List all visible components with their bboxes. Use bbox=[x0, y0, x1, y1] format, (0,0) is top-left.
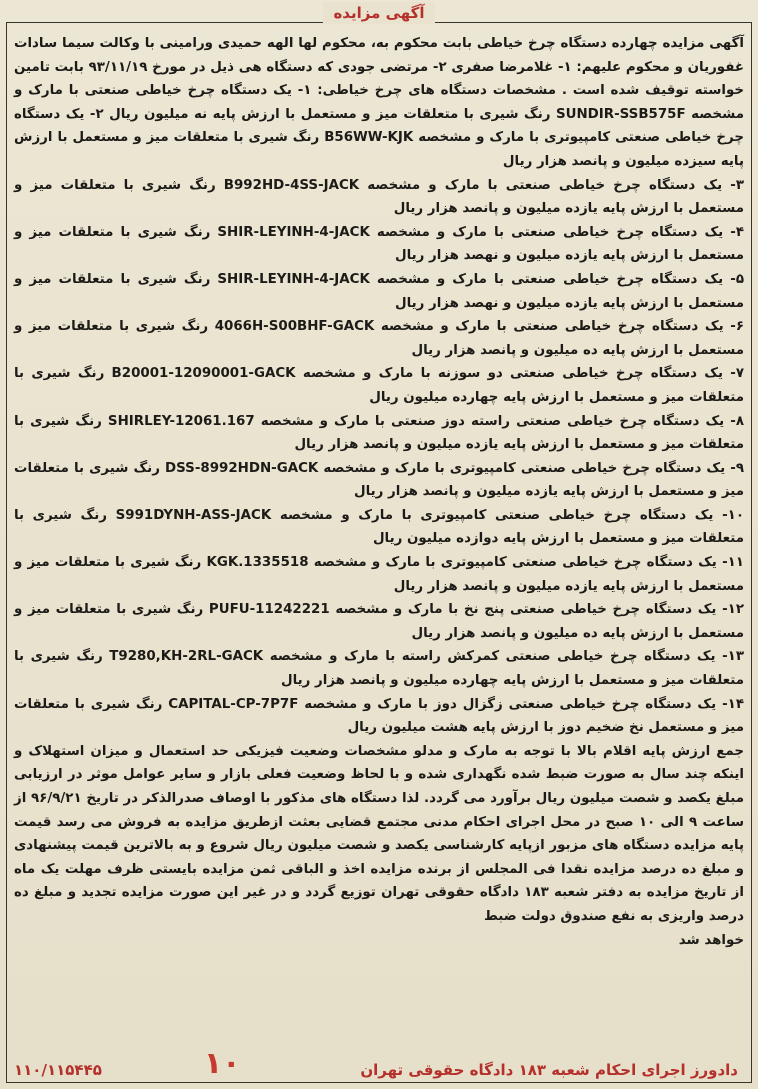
summary-paragraph: جمع ارزش پایه اقلام بالا با توجه به مارک و مدلو مشخصات وضعیت فیزیکی حد استعمال و میزان استهلاک و اینکه چند سال به صورت ضبط شده نگهداری شده و با لحاظ وضعیت فعلی بازار و سایر عوامل موثر در ارزیابی مبلغ یکصد و شصت میلیون ریال برآورد می گردد. لذا دستگاه های مذکور با اوصاف صدرالذکر در تاریخ ۹۶/۹/۲۱ از ساعت ۹ الی ۱۰ صبح در محل اجرای احکام مدنی مجتمع قضایی بعثت ازطریق مزایده به فروش می رسد قیمت پایه مزایده دستگاه های مزبور ازپایه کارشناسی یکصد و شصت میلیون ریال شروع و به بالاترین قیمت پیشنهادی و مبلغ ده درصد مزایده نقدا فی المجلس از برنده مزایده اخذ و الباقی ثمن مزایده بایستی ظرف مهلت یک ماه از تاریخ مزایده به دفتر شعبه ۱۸۳ دادگاه حقوقی تهران توزیع گردد و در غیر این صورت مزایده تجدید و مبلغ ده درصد واریزی به نفع صندوق دولت ضبط bbox=[14, 743, 745, 924]
list-item: ۹- یک دستگاه چرخ خیاطی صنعتی کامپیوتری با مارک و مشخصه DSS-8992HDN-GACK رنگ شیری با متعلقات میز و مستعمل با ارزش پایه یازده میلیون و پانصد هزار ریال bbox=[14, 460, 744, 500]
list-item: ۶- یک دستگاه چرخ خیاطی صنعتی با مارک و مشخصه 4066H-S00BHF-GACK رنگ شیری با متعلقات میز و مستعمل با ارزش پایه ده میلیون و پانصد هزار ریال bbox=[14, 319, 744, 358]
list-item: ۱۱- یک دستگاه چرخ خیاطی صنعتی کامپیوتری با مارک و مشخصه KGK.1335518 رنگ شیری با متعلقات میز و مستعمل با ارزش پایه یازده میلیون و پانصد هزار ریال bbox=[14, 555, 744, 594]
closing-text: خواهد شد bbox=[678, 932, 744, 948]
notice-footer bbox=[10, 1047, 748, 1081]
list-item: ۳- یک دستگاه چرخ خیاطی صنعتی با مارک و مشخصه B992HD-4SS-JACK رنگ شیری با متعلقات میز و مستعمل با ارزش پایه یازده میلیون و پانصد هزار ریال bbox=[14, 177, 745, 217]
reference-number: ۱۱۰/۱۱۵۴۴۵ bbox=[14, 1061, 102, 1079]
list-item: ۱۳- یک دستگاه چرخ خیاطی صنعتی کمرکش راسته با مارک و مشخصه T9280,KH-2RL-GACK رنگ شیری با متعلقات میز و مستعمل با ارزش پایه چهارده میلیون و پانصد هزار ریال bbox=[14, 649, 744, 689]
list-item: ۵- یک دستگاه چرخ خیاطی صنعتی با مارک و مشخصه SHIR-LEYINH-4-JACK رنگ شیری با متعلقات میز و مستعمل با ارزش پایه یازده میلیون و نهصد هزار ریال bbox=[14, 271, 744, 311]
list-item: ۱۴- یک دستگاه چرخ خیاطی صنعتی زگزال دوز با مارک و مشخصه CAPITAL-CP-7P7F رنگ شیری با متعلقات میز و مستعمل نخ ضخیم دوز با ارزش پایه هشت میلیون ریال bbox=[14, 696, 744, 736]
list-item: ۸- یک دستگاه چرخ خیاطی صنعتی راسته دوز صنعتی با مارک و مشخصه SHIRLEY-12061.167 رنگ شیری با متعلقات میز و مستعمل با ارزش پایه یازده میلیون و پانصد هزار ریال bbox=[14, 413, 744, 453]
signature-line: دادورز اجرای احکام شعبه ۱۸۳ دادگاه حقوقی تهران bbox=[360, 1061, 738, 1079]
notice-body bbox=[14, 32, 744, 952]
list-item: ۱۰- یک دستگاه چرخ خیاطی صنعتی کامپیوتری با مارک و مشخصه S991DYNH-ASS-JACK رنگ شیری با متعلقات میز و مستعمل با ارزش پایه دوازده میلیون ریال bbox=[14, 507, 744, 547]
stamp-number: ۱۰ bbox=[203, 1046, 241, 1081]
list-item: ۱۲- یک دستگاه چرخ خیاطی صنعتی پنج نخ با مارک و مشخصه PUFU-11242221 رنگ شیری با متعلقات میز و مستعمل با ارزش پایه ده میلیون و پانصد هزار ریال bbox=[14, 602, 744, 641]
title-wrap bbox=[0, 2, 758, 24]
notice-title: آگهی مزایده bbox=[323, 2, 434, 24]
list-item: ۴- یک دستگاه چرخ خیاطی صنعتی با مارک و مشخصه SHIR-LEYINH-4-JACK رنگ شیری با متعلقات میز و مستعمل با ارزش پایه یازده میلیون و نهصد هزار ریال bbox=[14, 224, 744, 264]
list-item: ۷- یک دستگاه چرخ خیاطی صنعتی دو سوزنه با مارک و مشخصه B20001-12090001-GACK رنگ شیری با متعلقات میز و مستعمل با ارزش پایه چهارده میلیون ریال bbox=[14, 366, 744, 405]
intro-paragraph: آگهی مزایده چهارده دستگاه چرخ خیاطی بابت محکوم به، محکوم لها الهه حمیدی ورامینی با وکالت سیما سادات غفوریان و محکوم علیهم: ۱- غلامرضا صفری ۲- مرتضی جودی که دستگاه هی ذیل در مورخ ۹۳/۱۱/۱۹ بابت تامین خواسته توقیف شده است . مشخصات دستگاه های چرخ خیاطی: ۱- یک دستگاه چرخ خیاطی صنعتی با مارک و مشخصه SUNDIR-SSB575F رنگ شیری با متعلقات میز و مستعمل با ارزش پایه نه میلیون ریال ۲- یک دستگاه چرخ خیاطی صنعتی کامپیوتری با مارک و مشخصه B56WW-KJK رنگ شیری با متعلقات میز و مستعمل با ارزش پایه سیزده میلیون و پانصد هزار ریال bbox=[14, 36, 744, 169]
